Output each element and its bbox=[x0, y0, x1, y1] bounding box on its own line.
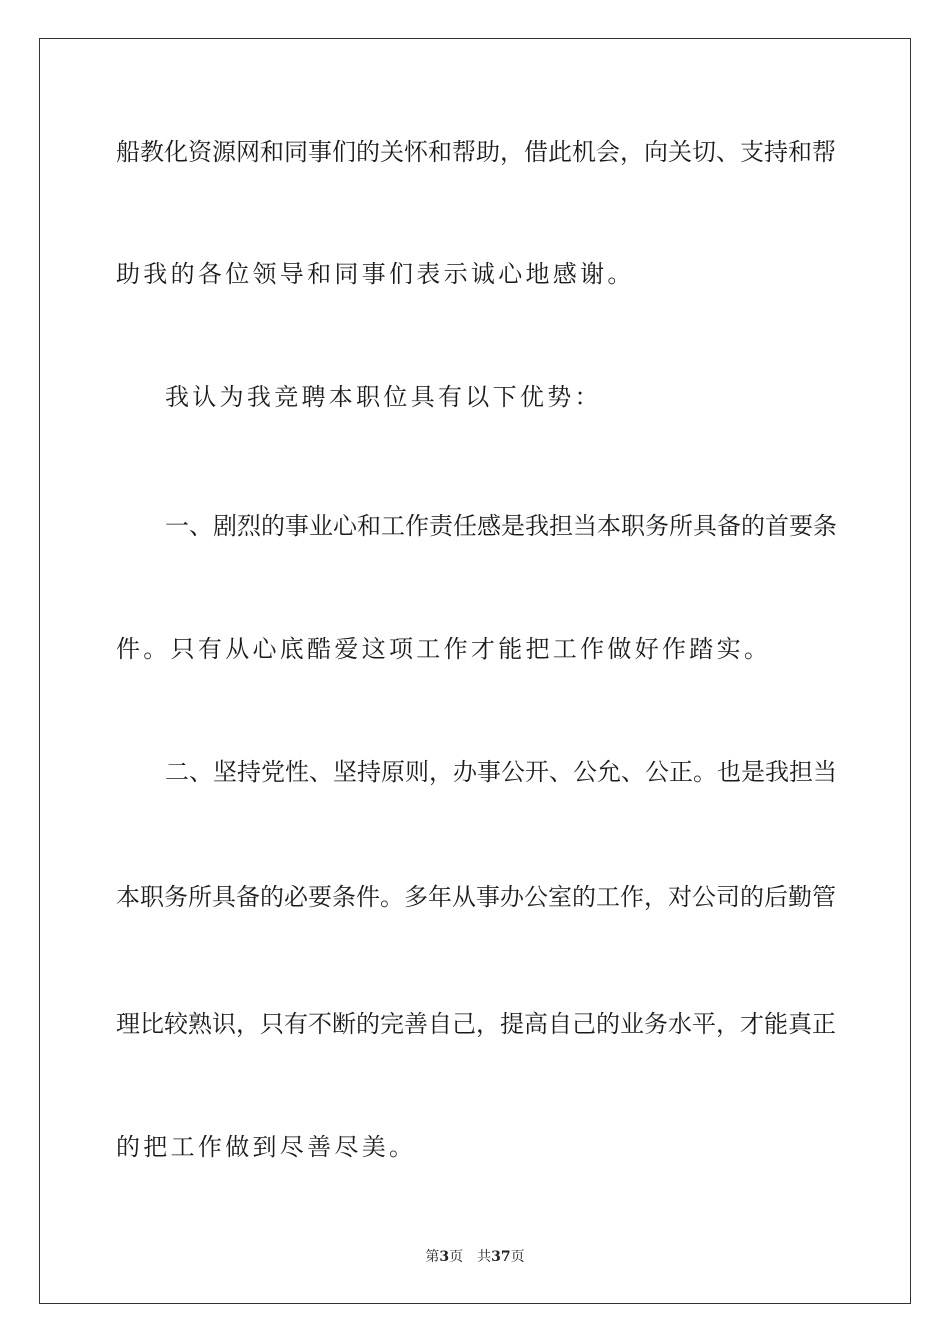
text-line-3: 我认为我竞聘本职位具有以下优势： bbox=[165, 383, 602, 411]
total-pages: 37 bbox=[491, 1249, 511, 1265]
page-border bbox=[39, 38, 911, 1304]
total-unit: 页 bbox=[510, 1249, 525, 1265]
page-unit: 页 bbox=[449, 1249, 464, 1265]
text-line-7: 本职务所具备的必要条件。多年从事办公室的工作，对公司的后勤管 bbox=[116, 883, 836, 911]
text-line-8: 理比较熟识，只有不断的完善自己，提高自己的业务水平，才能真正 bbox=[116, 1010, 836, 1038]
page-number: 3 bbox=[439, 1249, 450, 1265]
text-line-2: 助我的各位领导和同事们表示诚心地感谢。 bbox=[116, 260, 635, 288]
text-line-5: 件。只有从心底酷爱这项工作才能把工作做好作踏实。 bbox=[116, 635, 772, 663]
page-prefix: 第 bbox=[425, 1249, 440, 1265]
text-line-4: 一、剧烈的事业心和工作责任感是我担当本职务所具备的首要条 bbox=[165, 512, 837, 540]
text-line-9: 的把工作做到尽善尽美。 bbox=[116, 1133, 417, 1161]
text-line-6: 二、坚持党性、坚持原则，办事公开、公允、公正。也是我担当 bbox=[165, 758, 837, 786]
text-line-1: 船教化资源网和同事们的关怀和帮助，借此机会，向关切、支持和帮 bbox=[116, 138, 836, 166]
total-prefix: 共 bbox=[477, 1249, 492, 1265]
page-footer bbox=[0, 1248, 950, 1266]
